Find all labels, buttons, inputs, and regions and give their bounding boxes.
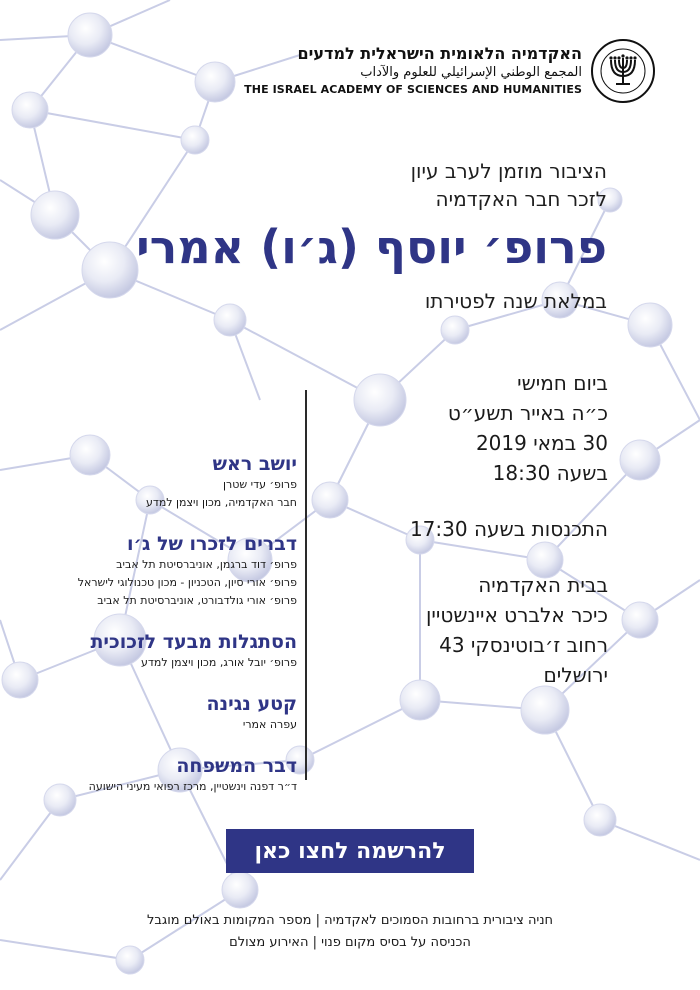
menorah-emblem-icon: [590, 38, 656, 104]
footer-notes: [0, 910, 700, 954]
invitation-line-1: הציבור מוזמן לערב עיון: [410, 159, 607, 183]
program-item-line: פרופ׳ אורי גולדבורט, אוניברסיטת תל אביב: [97, 594, 297, 607]
event-hebrew-date: כ״ה באייר תשע״ט: [447, 401, 608, 425]
program-item-title: דברים לזכרו של ג׳ו: [126, 533, 297, 555]
program-item-line: פרופ׳ אורי סיון, הטכניון - מכון טכנולוגי לישראל: [77, 576, 297, 589]
program-item-line: חבר האקדמיה, מכון ויצמן למדע: [145, 496, 297, 509]
program-item-title: קטע נגינה: [206, 693, 297, 715]
venue-name: בבית האקדמיה: [478, 573, 608, 597]
org-name-arabic: المجمع الوطني الإسرائيلي للعلوم والآداب: [360, 65, 582, 80]
occasion-text: במלאת שנה לפטירתו: [424, 289, 607, 313]
column-divider: [305, 390, 307, 780]
program-item-family: [7, 754, 297, 796]
venue-block: [410, 570, 608, 690]
program-item-line: פרופ׳ דוד ברגמן, אוניברסיטת תל אביב: [116, 558, 297, 571]
register-button[interactable]: להרשמה לחצו כאן: [226, 829, 474, 873]
program-list: [7, 452, 297, 816]
invitation-line-2: לזכר חבר האקדמיה: [435, 187, 607, 211]
venue-city: ירושלים: [543, 663, 608, 687]
program-item-music: [7, 692, 297, 734]
footer-line-2: הכניסה על בסיס מקום פנוי | האירוע מצולם: [229, 935, 471, 950]
program-item-memorial-words: [7, 532, 297, 610]
event-time: בשעה 18:30: [492, 461, 608, 485]
program-item-line: פרופ׳ יובל אורג, מכון ויצמן למדע: [140, 656, 297, 669]
footer-line-1: חניה ציבורית ברחובות הסמוכים לאקדמיה | מספר המקומות באולם מוגבל: [146, 913, 554, 928]
program-item-title: הסתגלות מבעד לזכוכית: [90, 631, 297, 653]
program-item-line: עפרה אמרי: [242, 718, 297, 731]
program-item-line: ד״ר דפנה וינשטיין, מרכז רפואי מעיני הישועה: [88, 780, 297, 793]
program-item-chair: [7, 452, 297, 512]
gathering-time: התכנסות בשעה 17:30: [409, 517, 608, 541]
program-item-line: פרופ׳ עדי שטרן: [223, 478, 297, 491]
org-name-hebrew: האקדמיה הלאומית הישראלית למדעים: [297, 44, 582, 63]
invitation-intro: [136, 157, 607, 315]
program-item-lecture: [7, 630, 297, 672]
date-time-block: [410, 368, 608, 488]
event-details: [410, 368, 608, 690]
venue-street: רחוב ז׳בוטינסקי 43: [439, 633, 608, 657]
org-name-english: THE ISRAEL ACADEMY OF SCIENCES AND HUMANITIES: [244, 83, 582, 96]
honoree-name: פרופ׳ יוסף (ג׳ו) אמרי: [136, 220, 607, 274]
program-item-title: יושב ראש: [212, 453, 297, 475]
organization-name: [244, 44, 582, 98]
gathering-block: [410, 514, 608, 544]
event-day: ביום חמישי: [517, 371, 608, 395]
venue-square: כיכר אלברט איינשטיין: [425, 603, 608, 627]
program-item-title: דבר המשפחה: [176, 755, 297, 777]
event-date: 30 במאי 2019: [475, 431, 608, 455]
